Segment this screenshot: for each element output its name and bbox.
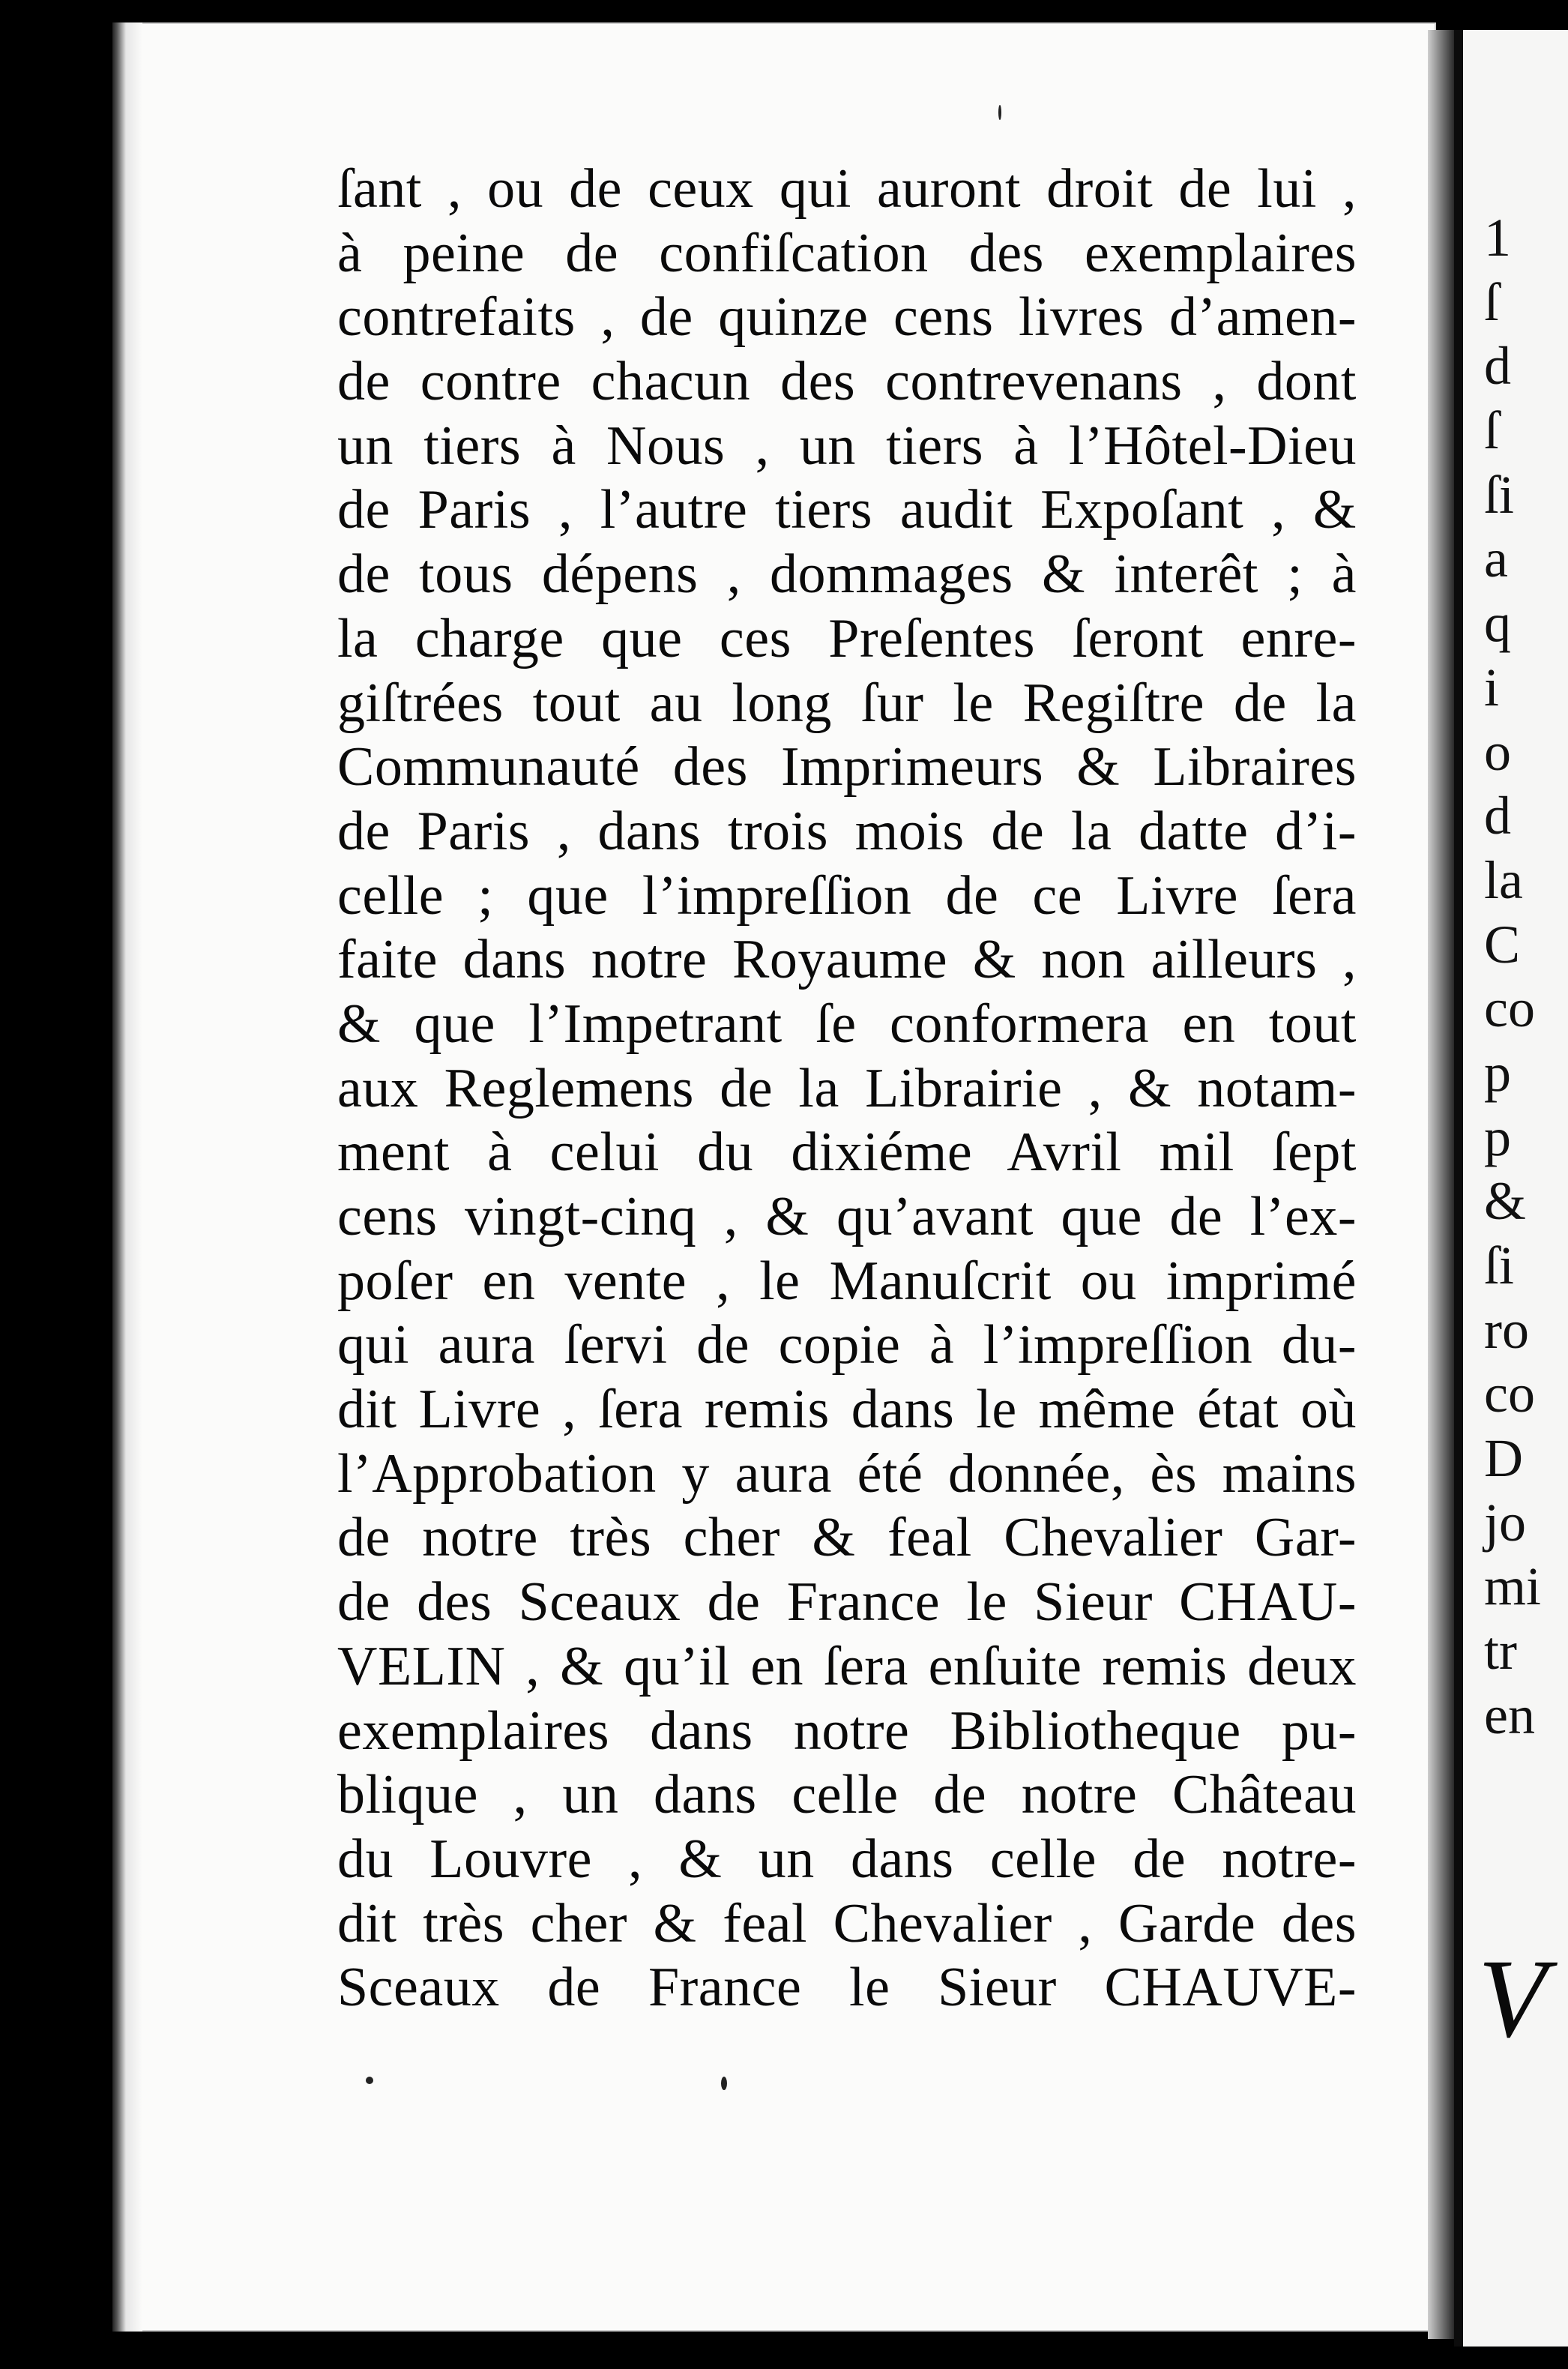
page-gutter-shadow (112, 22, 142, 2332)
text-line: à peine de confiſcation des exemplaires (337, 222, 1357, 284)
text-line: Sceaux de France le Sieur CHAUVE- (337, 1957, 1357, 2019)
text-line: de contre chacun des contrevenans , dont (337, 351, 1357, 413)
text-line: un tiers à Nous , un tiers à l’Hôtel-Dieu (337, 415, 1357, 477)
facing-fragment: ro (1484, 1299, 1529, 1360)
text-line: giſtrées tout au long ſur le Regiſtre de la (337, 672, 1357, 734)
text-line: blique , un dans celle de notre Château (337, 1764, 1357, 1826)
facing-page-fragments (1484, 206, 1541, 1748)
text-line: de tous dépens , dommages & interêt ; à (337, 544, 1357, 606)
text-line: VELIN , & qu’il en ſera enſuite remis deux (337, 1635, 1357, 1697)
facing-fragment: a (1484, 529, 1508, 589)
facing-fragment: o (1484, 721, 1511, 782)
facing-fragment: ſ (1484, 400, 1500, 461)
facing-fragment: ſ (1484, 271, 1500, 332)
text-line: la charge que ces Preſentes ſeront enre- (337, 607, 1357, 669)
text-line: ſant , ou de ceux qui auront droit de lui , (337, 158, 1357, 220)
text-line: du Louvre , & un dans celle de notre- (337, 1828, 1357, 1890)
facing-fragment: d (1484, 786, 1511, 846)
facing-fragment: co (1484, 978, 1535, 1039)
text-line: aux Reglemens de la Librairie , & notam- (337, 1057, 1357, 1119)
text-line: de Paris , l’autre tiers audit Expoſant , & (337, 479, 1357, 541)
text-line: & que l’Impetrant ſe conformera en tout (337, 993, 1357, 1055)
facing-fragment: la (1484, 849, 1523, 910)
text-line: de des Sceaux de France le Sieur CHAU- (337, 1571, 1357, 1634)
ink-speck (721, 2077, 727, 2090)
facing-fragment: ſi (1484, 1235, 1515, 1295)
facing-fragment: d (1484, 336, 1511, 397)
facing-fragment: tr (1484, 1621, 1517, 1682)
facing-fragment: en (1484, 1685, 1535, 1745)
text-line: dit très cher & feal Chevalier , Garde des (337, 1892, 1357, 1954)
text-line: faite dans notre Royaume & non ailleurs , (337, 929, 1357, 991)
text-line: poſer en vente , le Manuſcrit ou imprimé (337, 1250, 1357, 1312)
ink-speck (366, 2077, 373, 2084)
facing-fragment: mi (1484, 1556, 1542, 1617)
text-line: de Paris , dans trois mois de la datte d’i- (337, 800, 1357, 862)
facing-fragment: i (1484, 657, 1500, 717)
text-line: exemplaires dans notre Bibliotheque pu- (337, 1700, 1357, 1762)
facing-fragment: jo (1484, 1492, 1527, 1553)
facing-fragment: p (1484, 1107, 1511, 1167)
text-line: qui aura ſervi de copie à l’impreſſion du- (337, 1314, 1357, 1376)
text-line: l’Approbation y aura été donnée, ès mains (337, 1442, 1357, 1505)
text-line: contrefaits , de quinze cens livres d’amen- (337, 286, 1357, 349)
page-fore-edge (1428, 30, 1454, 2339)
facing-fragment: 1 (1484, 208, 1511, 268)
text-line: dit Livre , ſera remis dans le même état où (337, 1379, 1357, 1441)
facing-fragment: ſi (1484, 464, 1515, 525)
facing-fragment: co (1484, 1364, 1535, 1424)
text-line: Communauté des Imprimeurs & Libraires (337, 736, 1357, 798)
facing-fragment: p (1484, 1042, 1511, 1103)
facing-fragment: & (1484, 1171, 1527, 1232)
text-line: ment à celui du dixiéme Avril mil ſept (337, 1122, 1357, 1184)
text-line: celle ; que l’impreſſion de ce Livre ſera (337, 864, 1357, 927)
facing-fragment: C (1484, 914, 1521, 975)
ink-speck (998, 105, 1001, 120)
text-line: de notre très cher & feal Chevalier Gar- (337, 1507, 1357, 1569)
facing-large-letter: V (1478, 1936, 1547, 2061)
facing-fragment: D (1484, 1428, 1523, 1489)
body-text (337, 157, 1357, 2020)
text-line: cens vingt-cinq , & qu’avant que de l’ex- (337, 1186, 1357, 1247)
facing-fragment: q (1484, 593, 1511, 654)
facing-page-strip (1454, 30, 1568, 2347)
